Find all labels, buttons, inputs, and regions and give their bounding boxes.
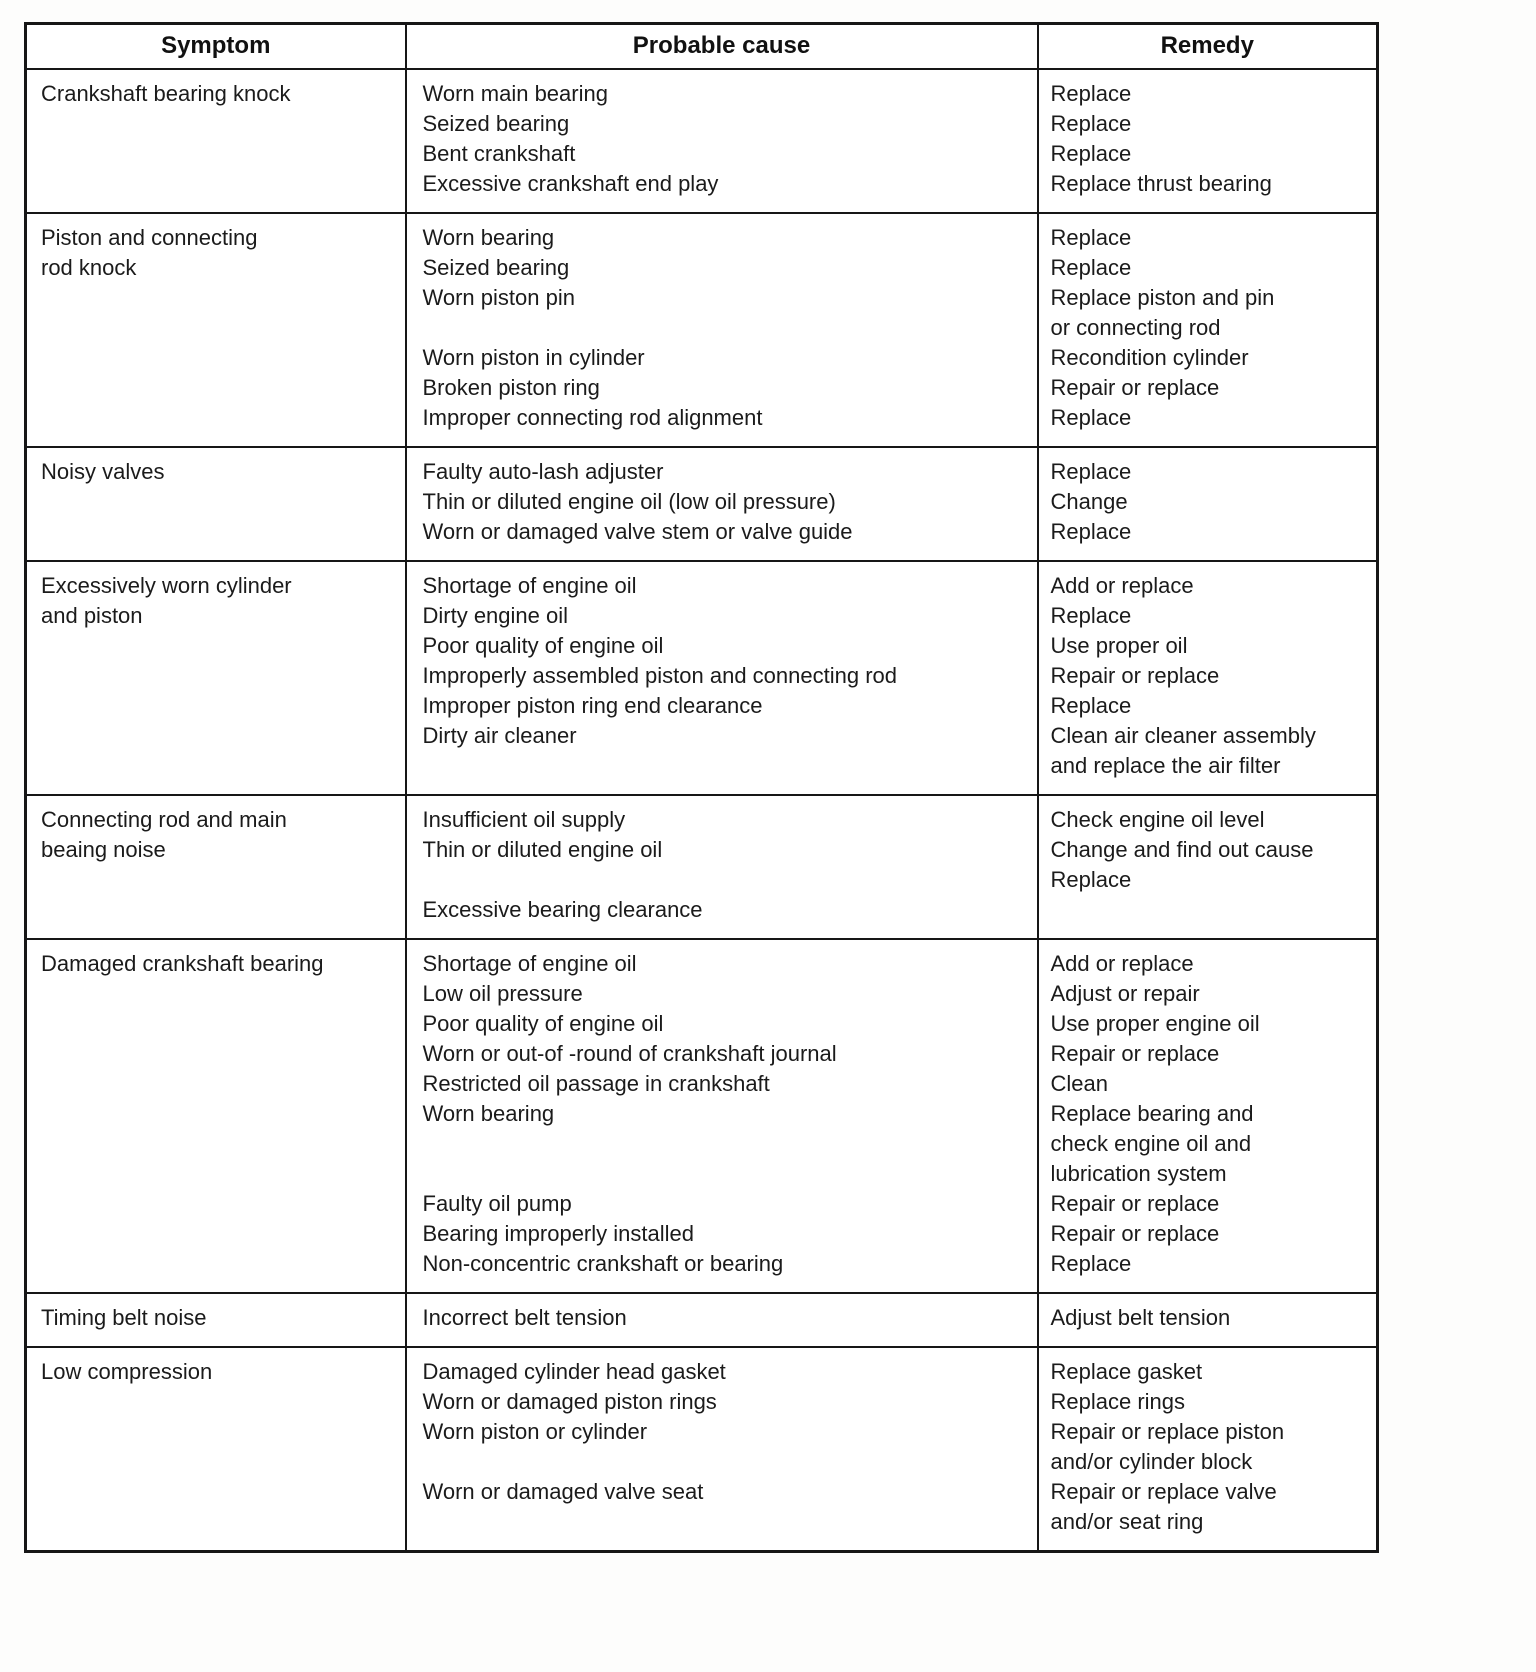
cause-line: Restricted oil passage in crankshaft [422, 1071, 770, 1096]
remedy-line: and replace the air filter [1050, 753, 1281, 778]
remedy-line: Use proper oil [1050, 633, 1188, 658]
remedy-line: Clean air cleaner assembly [1050, 723, 1316, 748]
remedy-line: Change and find out cause [1050, 837, 1314, 862]
cause-line: Worn or damaged piston rings [422, 1389, 717, 1414]
cause-line: Improper piston ring end clearance [422, 693, 763, 718]
symptom-line: and piston [41, 603, 143, 628]
remedy-line: Repair or replace [1050, 1221, 1220, 1246]
cause-line: Damaged cylinder head gasket [422, 1359, 726, 1384]
symptom-line: Low compression [41, 1359, 213, 1384]
column-header-probable-cause: Probable cause [406, 24, 1038, 70]
remedy-cell [1038, 939, 1378, 1293]
remedy-line: Adjust belt tension [1050, 1305, 1231, 1330]
column-header-remedy: Remedy [1038, 24, 1378, 70]
cause-cell [406, 939, 1038, 1293]
remedy-cell [1038, 69, 1378, 213]
cause-line: Improper connecting rod alignment [422, 405, 763, 430]
remedy-cell [1038, 1293, 1378, 1347]
remedy-line: Replace [1050, 141, 1132, 166]
remedy-cell [1038, 561, 1378, 795]
remedy-line: Replace rings [1050, 1389, 1186, 1414]
remedy-line: Use proper engine oil [1050, 1011, 1260, 1036]
cause-line: Poor quality of engine oil [422, 633, 664, 658]
cause-line: Bearing improperly installed [422, 1221, 694, 1246]
cause-line: Thin or diluted engine oil [422, 837, 663, 862]
cause-line: Worn main bearing [422, 81, 608, 106]
table-row [26, 213, 1378, 447]
symptom-line: Noisy valves [41, 459, 165, 484]
remedy-line: Repair or replace [1050, 663, 1220, 688]
cause-line: Excessive crankshaft end play [422, 171, 719, 196]
table-row [26, 561, 1378, 795]
remedy-line: check engine oil and [1050, 1131, 1252, 1156]
cause-line [423, 1507, 1029, 1537]
remedy-line: Repair or replace [1050, 1041, 1220, 1066]
remedy-line: Replace [1050, 693, 1132, 718]
symptom-line: Excessively worn cylinder [41, 573, 292, 598]
remedy-cell [1038, 795, 1378, 939]
remedy-line [1051, 895, 1369, 925]
cause-line: Poor quality of engine oil [422, 1011, 664, 1036]
symptom-cell [26, 447, 406, 561]
cause-line: Insufficient oil supply [422, 807, 626, 832]
remedy-line: Replace [1050, 459, 1132, 484]
cause-line: Worn bearing [422, 225, 555, 250]
remedy-line: and/or cylinder block [1050, 1449, 1253, 1474]
remedy-cell [1038, 1347, 1378, 1552]
cause-line: Worn or damaged valve stem or valve guide [422, 519, 853, 544]
table-row [26, 795, 1378, 939]
remedy-line: Adjust or repair [1050, 981, 1200, 1006]
cause-line: Excessive bearing clearance [422, 897, 703, 922]
remedy-line: Replace [1050, 603, 1132, 628]
cause-line: Shortage of engine oil [422, 573, 637, 598]
cause-line: Seized bearing [422, 111, 570, 136]
symptom-line: Timing belt noise [41, 1305, 207, 1330]
remedy-line: Add or replace [1050, 573, 1194, 598]
cause-cell [406, 1293, 1038, 1347]
remedy-line: Replace [1050, 867, 1132, 892]
remedy-line: Replace [1050, 519, 1132, 544]
cause-line: Non-concentric crankshaft or bearing [422, 1251, 784, 1276]
cause-line: Worn or out-of -round of crankshaft journal [422, 1041, 837, 1066]
remedy-line: Change [1050, 489, 1128, 514]
cause-line: Worn bearing [422, 1101, 555, 1126]
symptom-line: beaing noise [41, 837, 166, 862]
remedy-line: lubrication system [1050, 1161, 1227, 1186]
symptom-line: rod knock [41, 255, 137, 280]
remedy-line: Replace [1050, 255, 1132, 280]
remedy-line: and/or seat ring [1050, 1509, 1204, 1534]
cause-line [423, 1447, 1029, 1477]
cause-line: Worn piston or cylinder [422, 1419, 648, 1444]
table-header-row [26, 24, 1378, 70]
remedy-line: Check engine oil level [1050, 807, 1265, 832]
remedy-line: or connecting rod [1050, 315, 1221, 340]
cause-line: Seized bearing [422, 255, 570, 280]
cause-line [423, 1159, 1029, 1189]
cause-line: Worn piston pin [422, 285, 575, 310]
symptom-cell [26, 69, 406, 213]
remedy-line: Recondition cylinder [1050, 345, 1249, 370]
cause-line: Faulty auto-lash adjuster [422, 459, 664, 484]
cause-line: Low oil pressure [422, 981, 583, 1006]
cause-cell [406, 795, 1038, 939]
cause-line [423, 1129, 1029, 1159]
cause-cell [406, 213, 1038, 447]
cause-line: Thin or diluted engine oil (low oil pressure) [422, 489, 836, 514]
cause-line [423, 313, 1029, 343]
cause-cell [406, 447, 1038, 561]
cause-line: Dirty air cleaner [422, 723, 577, 748]
remedy-line: Repair or replace piston [1050, 1419, 1285, 1444]
symptom-cell [26, 213, 406, 447]
remedy-line: Clean [1050, 1071, 1108, 1096]
symptom-cell [26, 1347, 406, 1552]
cause-cell [406, 1347, 1038, 1552]
table-row [26, 447, 1378, 561]
remedy-line: Replace thrust bearing [1050, 171, 1272, 196]
remedy-line: Repair or replace valve [1050, 1479, 1277, 1504]
remedy-line: Replace [1050, 81, 1132, 106]
table-row [26, 1347, 1378, 1552]
cause-line [423, 751, 1029, 781]
table-row [26, 69, 1378, 213]
cause-line: Incorrect belt tension [422, 1305, 627, 1330]
cause-line: Faulty oil pump [422, 1191, 572, 1216]
remedy-line: Replace [1050, 225, 1132, 250]
remedy-line: Replace bearing and [1050, 1101, 1254, 1126]
remedy-cell [1038, 213, 1378, 447]
cause-line: Worn or damaged valve seat [422, 1479, 704, 1504]
remedy-line: Repair or replace [1050, 1191, 1220, 1216]
symptom-cell [26, 561, 406, 795]
cause-line: Worn piston in cylinder [422, 345, 645, 370]
cause-line: Bent crankshaft [422, 141, 576, 166]
table-row [26, 1293, 1378, 1347]
remedy-line: Replace gasket [1050, 1359, 1203, 1384]
cause-cell [406, 561, 1038, 795]
cause-cell [406, 69, 1038, 213]
symptom-cell [26, 795, 406, 939]
column-header-symptom: Symptom [26, 24, 406, 70]
troubleshooting-table [24, 22, 1379, 1553]
cause-line: Shortage of engine oil [422, 951, 637, 976]
remedy-line: Add or replace [1050, 951, 1194, 976]
cause-line: Dirty engine oil [422, 603, 569, 628]
symptom-line: Damaged crankshaft bearing [41, 951, 324, 976]
cause-line: Broken piston ring [422, 375, 600, 400]
cause-line: Improperly assembled piston and connecting rod [422, 663, 897, 688]
symptom-line: Connecting rod and main [41, 807, 287, 832]
symptom-cell [26, 1293, 406, 1347]
symptom-line: Piston and connecting [41, 225, 258, 250]
remedy-line: Replace [1050, 111, 1132, 136]
remedy-line: Replace [1050, 1251, 1132, 1276]
symptom-line: Crankshaft bearing knock [41, 81, 291, 106]
remedy-cell [1038, 447, 1378, 561]
table-body [26, 69, 1378, 1552]
table-row [26, 939, 1378, 1293]
remedy-line: Replace [1050, 405, 1132, 430]
cause-line [423, 865, 1029, 895]
remedy-line: Repair or replace [1050, 375, 1220, 400]
remedy-line: Replace piston and pin [1050, 285, 1275, 310]
symptom-cell [26, 939, 406, 1293]
